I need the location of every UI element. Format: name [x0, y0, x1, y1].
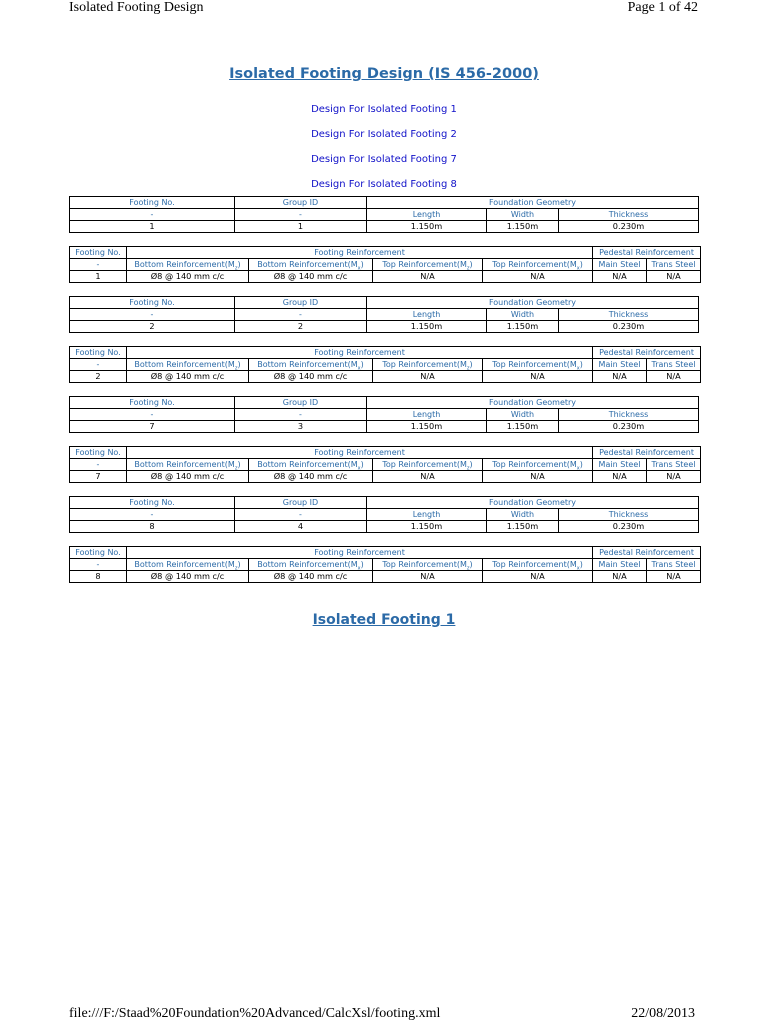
cell-top-mx: N/A: [483, 371, 593, 383]
header-dash: -: [235, 209, 367, 221]
header-trans-steel: Trans Steel: [647, 259, 701, 271]
cell-bottom-mz: Ø8 @ 140 mm c/c: [127, 571, 249, 583]
header-top-mx: [483, 259, 593, 271]
cell-main-steel: N/A: [593, 271, 647, 283]
header-bottom-mx-subscript: x: [357, 565, 361, 571]
header-top-mx-close: ): [579, 460, 583, 469]
header-top-mz-close: ): [469, 360, 473, 369]
cell-length: 1.150m: [367, 521, 487, 533]
cell-thickness: 0.230m: [559, 221, 699, 233]
print-footer-path: file:///F:/Staad%20Foundation%20Advanced/CalcXsl/footing.xml: [69, 1006, 441, 1021]
header-top-mx: [483, 559, 593, 571]
header-footing-reinforcement: Footing Reinforcement: [127, 247, 593, 259]
header-width: Width: [487, 309, 559, 321]
cell-trans-steel: N/A: [647, 471, 701, 483]
header-pedestal-reinforcement: Pedestal Reinforcement: [593, 447, 701, 459]
header-bottom-mz: [127, 259, 249, 271]
header-top-mx-close: ): [579, 260, 583, 269]
print-footer-date: 22/08/2013: [631, 1006, 695, 1021]
header-thickness: Thickness: [559, 509, 699, 521]
table-gap: [69, 433, 698, 446]
cell-width: 1.150m: [487, 221, 559, 233]
cell-trans-steel: N/A: [647, 571, 701, 583]
header-top-mz-text: Top Reinforcement(M: [382, 560, 467, 569]
header-dash: -: [70, 359, 127, 371]
geometry-table: [69, 496, 699, 533]
cell-footing-no: 7: [70, 421, 235, 433]
reinforcement-table: [69, 246, 701, 283]
cell-main-steel: N/A: [593, 571, 647, 583]
header-thickness: Thickness: [559, 309, 699, 321]
header-top-mx-subscript: x: [576, 365, 580, 371]
cell-top-mx: N/A: [483, 271, 593, 283]
header-length: Length: [367, 509, 487, 521]
header-top-mz: [373, 559, 483, 571]
header-thickness: Thickness: [559, 209, 699, 221]
header-foundation-geometry: Foundation Geometry: [367, 297, 699, 309]
header-bottom-mz-close: ): [237, 360, 241, 369]
cell-bottom-mz: Ø8 @ 140 mm c/c: [127, 271, 249, 283]
header-trans-steel: Trans Steel: [647, 359, 701, 371]
cell-bottom-mx: Ø8 @ 140 mm c/c: [249, 571, 373, 583]
header-footing-reinforcement: Footing Reinforcement: [127, 547, 593, 559]
header-bottom-mz: [127, 559, 249, 571]
cell-footing-no: 2: [70, 321, 235, 333]
header-bottom-mx: [249, 459, 373, 471]
header-dash: -: [70, 559, 127, 571]
header-footing-reinforcement: Footing Reinforcement: [127, 447, 593, 459]
header-pedestal-reinforcement: Pedestal Reinforcement: [593, 547, 701, 559]
header-top-mz-subscript: z: [466, 565, 470, 571]
header-top-mz: [373, 459, 483, 471]
section-title: Isolated Footing 1: [312, 612, 456, 628]
header-length: Length: [367, 409, 487, 421]
geometry-table: [69, 196, 699, 233]
header-footing-no: Footing No.: [70, 547, 127, 559]
reinforcement-table: [69, 546, 701, 583]
header-top-mz: [373, 359, 483, 371]
cell-group-id: 2: [235, 321, 367, 333]
header-length: Length: [367, 309, 487, 321]
header-bottom-mx-subscript: x: [357, 365, 361, 371]
header-bottom-mx-text: Bottom Reinforcement(M: [257, 560, 358, 569]
header-bottom-mx-subscript: x: [357, 265, 361, 271]
cell-bottom-mx: Ø8 @ 140 mm c/c: [249, 471, 373, 483]
print-header-page: Page 1 of 42: [627, 0, 698, 15]
header-top-mz-close: ): [469, 260, 473, 269]
cell-group-id: 3: [235, 421, 367, 433]
header-bottom-mx: [249, 359, 373, 371]
header-dash: -: [70, 259, 127, 271]
header-width: Width: [487, 409, 559, 421]
header-main-steel: Main Steel: [593, 259, 647, 271]
cell-width: 1.150m: [487, 421, 559, 433]
header-top-mz-subscript: z: [466, 265, 470, 271]
header-bottom-mz-text: Bottom Reinforcement(M: [134, 460, 235, 469]
table-gap: [69, 333, 698, 346]
header-bottom-mx: [249, 559, 373, 571]
header-foundation-geometry: Foundation Geometry: [367, 397, 699, 409]
table-gap: [69, 533, 698, 546]
header-footing-no: Footing No.: [70, 247, 127, 259]
header-bottom-mx-text: Bottom Reinforcement(M: [257, 260, 358, 269]
cell-bottom-mz: Ø8 @ 140 mm c/c: [127, 371, 249, 383]
header-dash: -: [70, 459, 127, 471]
header-bottom-mx-close: ): [360, 460, 364, 469]
table-gap: [69, 233, 698, 246]
header-width: Width: [487, 509, 559, 521]
print-header-title: Isolated Footing Design: [69, 0, 204, 15]
header-group-id: Group ID: [235, 397, 367, 409]
header-foundation-geometry: Foundation Geometry: [367, 497, 699, 509]
cell-thickness: 0.230m: [559, 321, 699, 333]
header-pedestal-reinforcement: Pedestal Reinforcement: [593, 347, 701, 359]
table-gap: [69, 283, 698, 296]
cell-group-id: 1: [235, 221, 367, 233]
cell-top-mx: N/A: [483, 471, 593, 483]
header-bottom-mz-text: Bottom Reinforcement(M: [134, 360, 235, 369]
cell-thickness: 0.230m: [559, 421, 699, 433]
header-bottom-mz-close: ): [237, 560, 241, 569]
header-bottom-mx-close: ): [360, 360, 364, 369]
footing-links: [0, 97, 768, 197]
cell-group-id: 4: [235, 521, 367, 533]
cell-footing-no: 7: [70, 471, 127, 483]
cell-bottom-mz: Ø8 @ 140 mm c/c: [127, 471, 249, 483]
header-top-mx-text: Top Reinforcement(M: [492, 360, 577, 369]
page-title: Isolated Footing Design (IS 456-2000): [229, 66, 539, 82]
reinforcement-table: [69, 346, 701, 383]
header-bottom-mx-text: Bottom Reinforcement(M: [257, 360, 358, 369]
table-gap: [69, 383, 698, 396]
header-footing-no: Footing No.: [70, 447, 127, 459]
header-top-mz-close: ): [469, 460, 473, 469]
header-group-id: Group ID: [235, 297, 367, 309]
header-top-mz-text: Top Reinforcement(M: [382, 260, 467, 269]
header-top-mx-text: Top Reinforcement(M: [492, 560, 577, 569]
header-bottom-mz: [127, 359, 249, 371]
header-top-mx-subscript: x: [576, 265, 580, 271]
cell-length: 1.150m: [367, 221, 487, 233]
cell-main-steel: N/A: [593, 371, 647, 383]
header-top-mx: [483, 359, 593, 371]
cell-trans-steel: N/A: [647, 271, 701, 283]
header-bottom-mx-close: ): [360, 560, 364, 569]
cell-footing-no: 1: [70, 271, 127, 283]
header-dash: -: [235, 509, 367, 521]
cell-footing-no: 2: [70, 371, 127, 383]
header-main-steel: Main Steel: [593, 359, 647, 371]
cell-footing-no: 8: [70, 521, 235, 533]
header-top-mz: [373, 259, 483, 271]
header-bottom-mz-subscript: z: [234, 365, 238, 371]
header-top-mz-subscript: z: [466, 365, 470, 371]
cell-top-mz: N/A: [373, 571, 483, 583]
header-trans-steel: Trans Steel: [647, 459, 701, 471]
header-group-id: Group ID: [235, 497, 367, 509]
link-footing-1[interactable]: Design For Isolated Footing 1: [311, 104, 457, 115]
header-dash: -: [70, 309, 235, 321]
link-footing-8[interactable]: Design For Isolated Footing 8: [311, 179, 457, 190]
cell-length: 1.150m: [367, 421, 487, 433]
reinforcement-table: [69, 446, 701, 483]
header-trans-steel: Trans Steel: [647, 559, 701, 571]
cell-trans-steel: N/A: [647, 371, 701, 383]
header-foundation-geometry: Foundation Geometry: [367, 197, 699, 209]
cell-main-steel: N/A: [593, 471, 647, 483]
header-group-id: Group ID: [235, 197, 367, 209]
header-dash: -: [70, 209, 235, 221]
header-bottom-mz-close: ): [237, 260, 241, 269]
header-footing-no: Footing No.: [70, 347, 127, 359]
header-top-mx-subscript: x: [576, 565, 580, 571]
header-bottom-mx-close: ): [360, 260, 364, 269]
header-top-mx: [483, 459, 593, 471]
header-bottom-mz-subscript: z: [234, 465, 238, 471]
header-top-mx-close: ): [579, 360, 583, 369]
header-top-mz-text: Top Reinforcement(M: [382, 360, 467, 369]
geometry-table: [69, 396, 699, 433]
header-length: Length: [367, 209, 487, 221]
cell-bottom-mx: Ø8 @ 140 mm c/c: [249, 371, 373, 383]
header-bottom-mz-text: Bottom Reinforcement(M: [134, 260, 235, 269]
header-main-steel: Main Steel: [593, 459, 647, 471]
cell-footing-no: 1: [70, 221, 235, 233]
cell-top-mz: N/A: [373, 271, 483, 283]
header-dash: -: [235, 409, 367, 421]
header-footing-no: Footing No.: [70, 197, 235, 209]
header-top-mx-text: Top Reinforcement(M: [492, 260, 577, 269]
header-top-mz-subscript: z: [466, 465, 470, 471]
cell-footing-no: 8: [70, 571, 127, 583]
header-dash: -: [70, 409, 235, 421]
header-footing-no: Footing No.: [70, 297, 235, 309]
cell-length: 1.150m: [367, 321, 487, 333]
cell-width: 1.150m: [487, 521, 559, 533]
header-dash: -: [70, 509, 235, 521]
header-top-mx-subscript: x: [576, 465, 580, 471]
header-top-mz-text: Top Reinforcement(M: [382, 460, 467, 469]
header-dash: -: [235, 309, 367, 321]
header-thickness: Thickness: [559, 409, 699, 421]
header-footing-reinforcement: Footing Reinforcement: [127, 347, 593, 359]
footing-tables: [69, 196, 698, 583]
geometry-table: [69, 296, 699, 333]
cell-thickness: 0.230m: [559, 521, 699, 533]
header-footing-no: Footing No.: [70, 497, 235, 509]
header-top-mz-close: ): [469, 560, 473, 569]
header-bottom-mz-close: ): [237, 460, 241, 469]
header-bottom-mx-subscript: x: [357, 465, 361, 471]
header-bottom-mz: [127, 459, 249, 471]
cell-top-mz: N/A: [373, 371, 483, 383]
header-bottom-mx-text: Bottom Reinforcement(M: [257, 460, 358, 469]
header-main-steel: Main Steel: [593, 559, 647, 571]
cell-width: 1.150m: [487, 321, 559, 333]
header-bottom-mz-subscript: z: [234, 565, 238, 571]
cell-top-mz: N/A: [373, 471, 483, 483]
header-footing-no: Footing No.: [70, 397, 235, 409]
table-gap: [69, 483, 698, 496]
header-bottom-mz-subscript: z: [234, 265, 238, 271]
header-top-mx-text: Top Reinforcement(M: [492, 460, 577, 469]
header-bottom-mz-text: Bottom Reinforcement(M: [134, 560, 235, 569]
link-footing-2[interactable]: Design For Isolated Footing 2: [311, 129, 457, 140]
header-bottom-mx: [249, 259, 373, 271]
cell-top-mx: N/A: [483, 571, 593, 583]
header-pedestal-reinforcement: Pedestal Reinforcement: [593, 247, 701, 259]
header-top-mx-close: ): [579, 560, 583, 569]
header-width: Width: [487, 209, 559, 221]
cell-bottom-mx: Ø8 @ 140 mm c/c: [249, 271, 373, 283]
link-footing-7[interactable]: Design For Isolated Footing 7: [311, 154, 457, 165]
